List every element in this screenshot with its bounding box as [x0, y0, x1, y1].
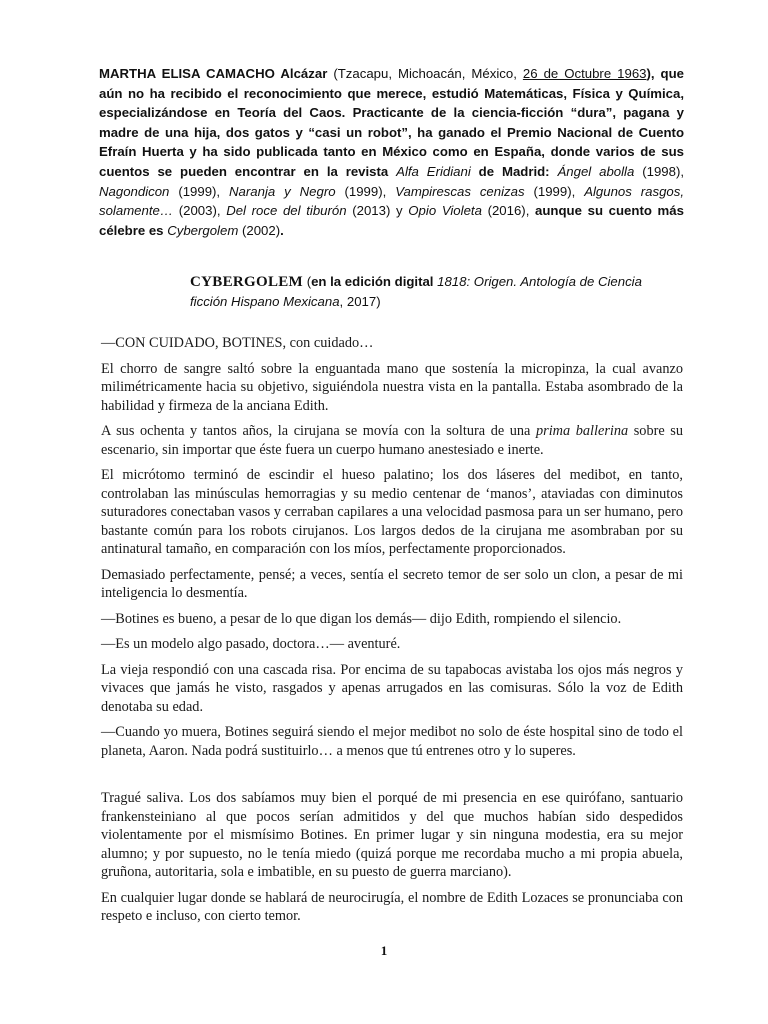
paragraph-text: A sus ochenta y tantos años, la cirujana se movía con la soltura de una — [101, 423, 531, 439]
book-year: (1998), — [642, 163, 685, 179]
page-number: 1 — [380, 943, 388, 958]
magazine-title: Alfa Eridiani — [396, 163, 471, 179]
book-year: (2013) — [352, 203, 391, 219]
bio-conjunction: y — [396, 203, 403, 219]
birth-date: 26 de Octubre 1963 — [522, 66, 647, 81]
bio-text-1: ), que aún no ha recibido el reconocimiento que merece, estudió Matemáticas, Física y Química, especializándose en Teoría del Caos. Practicante de la ciencia-ficción “dura”, pagana y madre de una hija, dos gatos y “casi un robot”, ha ganado el Premio Nacional de Cuento Efraín Huerta y ha sido publicada tanto en México como en España, donde varios de sus cuentos se pueden encontrar en la revista — [99, 66, 685, 179]
book-title: Cybergolem — [167, 222, 239, 238]
story-body — [101, 334, 683, 933]
bio-text-3: aunque su cuento más célebre es — [99, 203, 684, 238]
story-paragraph: —Botines es bueno, a pesar de lo que digan los demás— dijo Edith, rompiendo el silencio. — [101, 610, 622, 627]
story-paragraph: Tragué saliva. Los dos sabíamos muy bien el porqué de mi presencia en ese quirófano, santuario frankensteiniano al que pocos serían admitidos y del que muchos habían sido despedidos violentamente por el mismísimo Botines. En primer lugar y sin ninguna modestia, era su mejor alumno; y por supuesto, no le tenía miedo (quizá porque me recordaba mucho a mi propia abuela, gruñona, autoritaria, sola e imbatible, en su puesto de guerra marciano). — [101, 790, 683, 880]
story-paragraph — [101, 422, 683, 459]
author-bio — [99, 64, 684, 240]
book-title: Vampirescas cenizas — [395, 183, 525, 199]
story-paragraph: —Es un modelo algo pasado, doctora…— aventuré. — [101, 636, 401, 652]
birth-place: (Tzacapu, Michoacán, México, — [333, 66, 517, 81]
book-year: (1999), — [533, 183, 576, 199]
book-title: Ángel abolla — [557, 163, 635, 179]
story-paragraph: Demasiado perfectamente, pensé; a veces, sentía el secreto temor de ser solo un clon, a pesar de mi inteligencia lo desmentía. — [101, 566, 683, 601]
emphasis-text: prima ballerina — [536, 423, 629, 439]
book-title: Naranja y Negro — [229, 183, 336, 199]
story-paragraph: La vieja respondió con una cascada risa. Por encima de su tapabocas avistaba los ojos más negros y vivaces que jamás he visto, rasgados y apenas arrugados en las comisuras. Sólo la voz de Edith denotaba su edad. — [101, 661, 683, 715]
book-title: Opio Violeta — [408, 203, 482, 219]
story-paragraph: En cualquier lugar donde se hablará de neurocirugía, el nombre de Edith Lozaces se pronunciaba con respeto e incluso, con cierto temor. — [101, 889, 683, 924]
story-paragraph: El micrótomo terminó de escindir el hueso palatino; los dos láseres del medibot, en tanto, controlaban las minúsculas hemorragias y su medio centenar de ‘manos’, ataviadas con diminutos suturadores conectaban vasos y cerraban capilares a una velocidad pasmosa para un ser humano, pero bastante común para los robots cirujanos. Los largos dedos de la cirujana me asombraban por su antinatural tamaño, en comparación con los míos, perfectamente proporcionados. — [101, 467, 683, 557]
book-year: (2016), — [487, 203, 530, 219]
paragraph-gap — [101, 767, 683, 789]
bio-text-2: de Madrid: — [478, 163, 550, 179]
anthology-title: 1818: Origen. Antología de Ciencia ficción Hispano Mexicana — [190, 274, 642, 309]
book-year: (1999), — [178, 183, 221, 199]
paragraph-text: sobre su escenario, sin importar que éste fuera un cuerpo humano anestesiado e inerte. — [101, 423, 683, 458]
story-paragraph: —Cuando yo muera, Botines seguirá siendo el mejor medibot no solo de éste hospital sino de todo el planeta, Aaron. Nada podrá sustituirlo… a menos que tú entrenes otro y lo superes. — [101, 724, 683, 759]
story-paragraph: El chorro de sangre saltó sobre la enguantada mano que sostenía la micropinza, la cual avanzo milimétricamente hacia su objetivo, siguiéndola nuestra vista en la pantalla. Estaba asombrado de la habilidad y firmeza de la anciana Edith. — [101, 360, 683, 414]
author-name: MARTHA ELISA CAMACHO — [99, 66, 275, 81]
bio-end: . — [280, 222, 284, 238]
author-surname: Alcázar — [280, 66, 328, 81]
book-title: Algunos rasgos, solamente… — [99, 183, 685, 219]
book-year: (2003), — [178, 203, 221, 219]
edition-year: , 2017) — [339, 294, 381, 309]
book-title: Del roce del tiburón — [226, 203, 347, 219]
story-headline — [190, 272, 680, 312]
edition-label: en la edición digital — [311, 274, 434, 289]
story-paragraph: —CON CUIDADO, BOTINES, con cuidado… — [101, 335, 374, 351]
story-title: CYBERGOLEM — [190, 274, 304, 290]
book-title: Nagondicon — [99, 183, 170, 199]
headline-open-paren: ( — [306, 274, 312, 289]
book-year: (1999), — [344, 183, 387, 199]
book-year: (2002) — [241, 222, 281, 238]
